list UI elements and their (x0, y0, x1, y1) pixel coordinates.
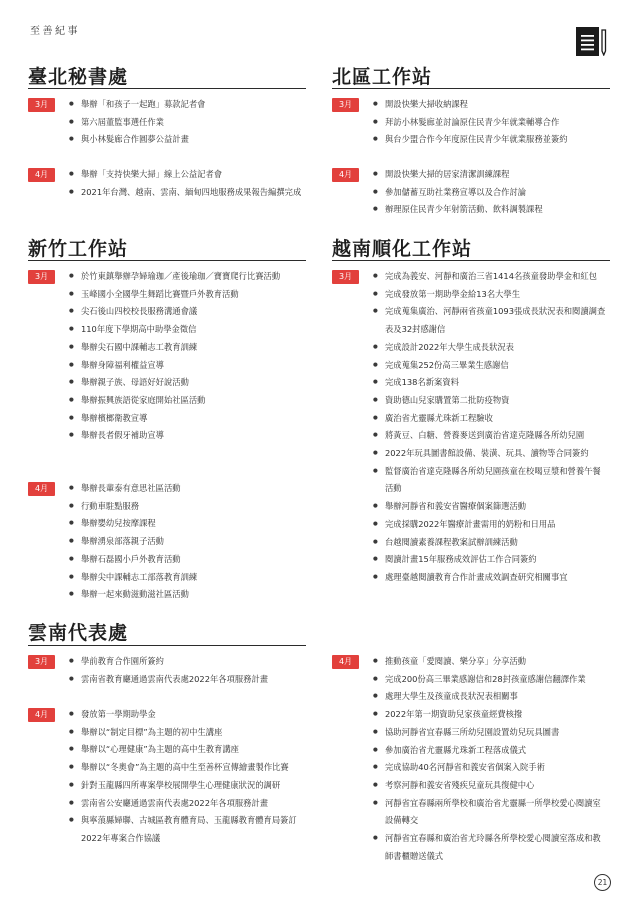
list-item: ● 監督廣治省達克隆縣各所幼兒園孩童在校喝豆漿和營養午餐活動 (373, 463, 609, 498)
list-item: ● 河靜省宜春縣兩所學校和廣治省尤靈縣一所學校愛心閱讀室設備轉交 (373, 795, 609, 830)
list-item: ● 雲南省公安廳通過雲南代表處2022年各項服務計畫 (69, 795, 305, 813)
month-badge: 4月 (332, 168, 359, 182)
list-item: ● 參加儲蓄互助社業務宣導以及合作討論 (373, 184, 609, 202)
list-item: ● 舉辦尖中課輔志工部落教育訓練 (69, 569, 305, 587)
list-item: ● 110年度下學期高中助學金徵信 (69, 321, 305, 339)
list-item: ● 舉辦石磊國小戶外教育活動 (69, 551, 305, 569)
list-item: ● 2022年玩具圖書館設備、裝潢、玩具、讀物等合同簽約 (373, 445, 609, 463)
month-badge: 4月 (28, 708, 55, 722)
event-list (69, 653, 305, 688)
list-item: ● 河靜省宜春縣和廣治省尤玲縣各所學校愛心閱讀室落成和教師書櫃贈送儀式 (373, 830, 609, 865)
notebook-pen-icon (576, 27, 609, 56)
list-item: ● 舉辦親子族、母語好好說活動 (69, 374, 305, 392)
month-badge: 3月 (332, 98, 359, 112)
list-item: ● 處理大學生及孩童成長狀況表相關事 (373, 688, 609, 706)
list-item: ● 舉辦檳榔衛教宣導 (69, 410, 305, 428)
list-item: ● 舉辦「支持快樂大掃」線上公益記者會 (69, 166, 305, 184)
list-item: ● 行動車駐點服務 (69, 498, 305, 516)
list-item: ● 舉辦尖石國中課輔志工教育訓練 (69, 339, 305, 357)
list-item: ● 廣治省尤靈縣尤珠新工程驗收 (373, 410, 609, 428)
list-item: ● 舉辦長者假牙補助宣導 (69, 427, 305, 445)
event-list (69, 96, 305, 149)
list-item: ● 於竹東鎮舉辦孕婦瑜珈／產後瑜珈／寶寶爬行比賽活動 (69, 268, 305, 286)
list-item: ● 發放第一學期助學金 (69, 706, 305, 724)
list-item: ● 推動孩童「愛閱讀、樂分享」分享活動 (373, 653, 609, 671)
section-title-taipei: 臺北秘書處 (28, 66, 129, 88)
list-item: ● 2021年台灣、越南、雲南、緬甸四地服務成果報告編撰完成 (69, 184, 305, 202)
list-item: ● 辦理原住民青少年射箭活動、飲料調製課程 (373, 201, 609, 219)
list-item: ● 第六屆董監事選任作業 (69, 114, 305, 132)
page-number: 21 (594, 874, 611, 891)
list-item: ● 舉辦長輩泰有意思社區活動 (69, 480, 305, 498)
month-badge: 3月 (332, 270, 359, 284)
section-rule (332, 88, 610, 89)
list-item: ● 拜訪小林髮廊並討論原住民青少年就業輔導合作 (373, 114, 609, 132)
list-item: ● 完成蒐集廣治、河靜兩省孩童1093張成長狀況表和閱讀調查表及32封感謝信 (373, 303, 609, 338)
list-item: ● 資助德山兒家購置第二批防疫物資 (373, 392, 609, 410)
list-item: ● 學前教育合作園所簽約 (69, 653, 305, 671)
event-list (373, 653, 609, 865)
list-item: ● 舉辦以“冬奧會”為主題的高中生至善杯宣傳繪畫製作比賽 (69, 759, 305, 777)
list-item: ● 完成設計2022年大學生成長狀況表 (373, 339, 609, 357)
list-item: ● 開設快樂大掃的居家清潔訓練課程 (373, 166, 609, 184)
list-item: ● 開設快樂大掃收納課程 (373, 96, 609, 114)
list-item: ● 舉辦以“制定目標”為主題的初中生講座 (69, 724, 305, 742)
list-item: ● 台越閱讀素養課程教案試辦訓練活動 (373, 534, 609, 552)
month-badge: 4月 (28, 482, 55, 496)
section-title-yunnan: 雲南代表處 (28, 622, 129, 644)
list-item: ● 舉辦振興族語從家庭開始社區活動 (69, 392, 305, 410)
section-rule (28, 260, 306, 261)
list-item: ● 針對玉龍縣四所專案學校展開學生心理健康狀況的調研 (69, 777, 305, 795)
section-title-vietnam: 越南順化工作站 (332, 238, 473, 260)
list-item: ● 與寧蒗縣婦聯、古城區教育體育局、玉龍縣教育體育局簽訂2022年專案合作協議 (69, 812, 305, 847)
section-rule (28, 645, 306, 646)
list-item: ● 舉辦嬰幼兒按摩課程 (69, 515, 305, 533)
month-badge: 4月 (332, 655, 359, 669)
event-list (69, 706, 305, 848)
header-brand: 至善紀事 (30, 26, 80, 37)
list-item: ● 閱讀計畫15年服務成效評估工作合同簽約 (373, 551, 609, 569)
list-item: ● 完成138名新案資料 (373, 374, 609, 392)
list-item: ● 舉辦一起來動滋動滋社區活動 (69, 586, 305, 604)
list-item: ● 完成發放第一期助學金給13名大學生 (373, 286, 609, 304)
list-item: ● 舉辦身障福利權益宣導 (69, 357, 305, 375)
list-item: ● 與小林髮廊合作圓夢公益計畫 (69, 131, 305, 149)
list-item: ● 玉峰國小全國學生舞蹈比賽暨戶外教育活動 (69, 286, 305, 304)
list-item: ● 舉辦以“心理健康”為主題的高中生教育講座 (69, 741, 305, 759)
list-item: ● 考察河靜和義安省殘疾兒童玩具復健中心 (373, 777, 609, 795)
list-item: ● 舉辦「和孩子一起跑」募款記者會 (69, 96, 305, 114)
section-title-north: 北區工作站 (332, 66, 433, 88)
list-item: ● 將黃豆、白糖、營養麥送到廣治省達克隆縣各所幼兒園 (373, 427, 609, 445)
event-list (69, 480, 305, 604)
list-item: ● 完成200份高三畢業感謝信和28封孩童感謝信翻譯作業 (373, 671, 609, 689)
list-item: ● 參加廣治省尤靈縣尤珠新工程落成儀式 (373, 742, 609, 760)
list-item: ● 與台少盟合作今年度原住民青少年就業服務並簽約 (373, 131, 609, 149)
event-list (69, 268, 305, 445)
section-title-hsinchu: 新竹工作站 (28, 238, 129, 260)
list-item: ● 協助河靜省宜春縣三所幼兒園設置幼兒玩具圖書 (373, 724, 609, 742)
list-item: ● 完成為義安、河靜和廣治三省1414名孩童發助學金和紅包 (373, 268, 609, 286)
list-item: ● 雲南省教育廳通過雲南代表處2022年各項服務計畫 (69, 671, 305, 689)
month-badge: 3月 (28, 98, 55, 112)
section-rule (332, 260, 610, 261)
list-item: ● 舉辦河靜省和義安省醫療個案篩選活動 (373, 498, 609, 516)
list-item: ● 2022年第一期資助兒家孩童經費核撥 (373, 706, 609, 724)
event-list (69, 166, 305, 201)
list-item: ● 完成採購2022年醫療計畫需用的奶粉和日用品 (373, 516, 609, 534)
list-item: ● 處理臺越閱讀教育合作計畫成效調查研究相關事宜 (373, 569, 609, 587)
month-badge: 3月 (28, 270, 55, 284)
month-badge: 3月 (28, 655, 55, 669)
month-badge: 4月 (28, 168, 55, 182)
list-item: ● 完成協助40名河靜省和義安省個案入院手術 (373, 759, 609, 777)
event-list (373, 268, 609, 587)
event-list (373, 96, 609, 149)
section-rule (28, 88, 306, 89)
list-item: ● 舉辦湧泉部落親子活動 (69, 533, 305, 551)
event-list (373, 166, 609, 219)
list-item: ● 尖石後山四校校長服務溝通會議 (69, 303, 305, 321)
list-item: ● 完成蒐集252份高三畢業生感謝信 (373, 357, 609, 375)
